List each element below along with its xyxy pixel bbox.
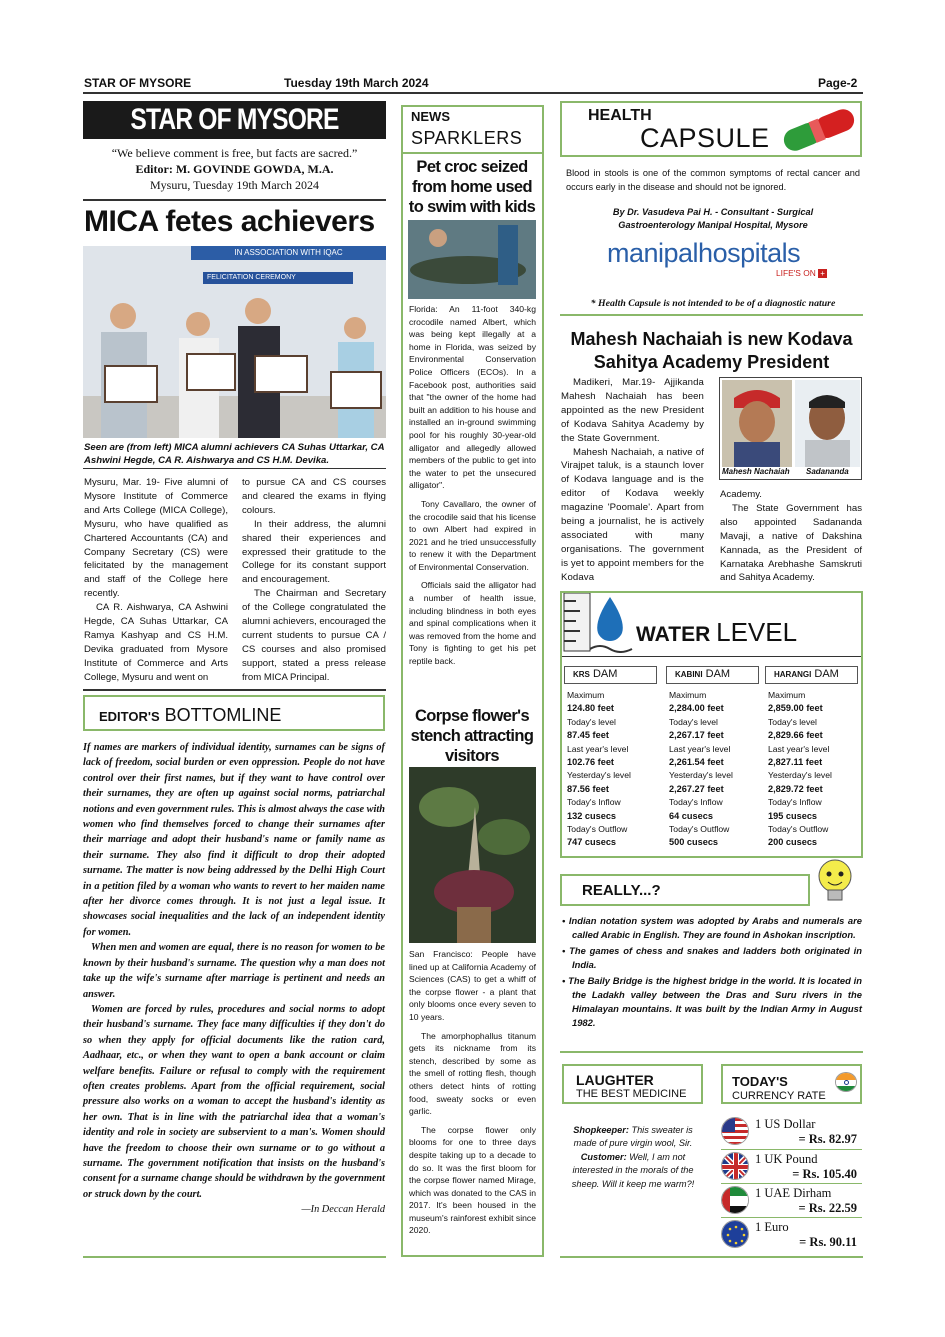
really-label-box (560, 874, 810, 906)
mica-para: CA R. Aishwarya, CA Ashwini Hegde, CA Suhas Uttarkar, CA Ramya Kashyap and CS H.M. Devika graduated from Mysore Institute of Commerce and Arts College, Mysuru and went on (84, 602, 228, 683)
editor-para: Women are forced by rules, procedures and social norms to adopt their husband's surname. They face many difficulties if they don't do so when they apply for official documents like the ration card, Aadhaar, etc., or when they want to open a bank account or claim welfare benefits. Failure or refusal to comply with the requirement often creates problems. Apart from the official requirement, social pressure also works on a woman to accept the husband's identity as her own. That is in line with the patriarchal idea that a woman's identity and role in society are subservient to a man's. Women should have the freedom to choose their own surname or to go without a surname. The government notification that insists on the husband's consent for a surname change should be withdrawn by the government or struck down by the court. (83, 1003, 385, 1200)
kabini-max: 2,284.00 feet (669, 703, 724, 714)
pill-icon (776, 105, 862, 155)
currency-label-box (721, 1064, 862, 1104)
really-list (562, 914, 862, 1030)
currency-label: CURRENCY RATE (732, 1090, 826, 1102)
editor-end-rule (83, 1256, 386, 1258)
laughter-label-box (562, 1064, 703, 1104)
croc-para: Tony Cavallaro, the owner of the crocodile said that his license to own Albert had expired in 2021 and he tried unsuccessfully to renew it with the Department of Environmental Conservation. (409, 498, 536, 572)
really-end-rule (560, 1051, 863, 1053)
mica-caption-rule (83, 468, 386, 469)
joke-line-2 (570, 1151, 696, 1191)
label-outflow: Today's Outflow (567, 824, 628, 835)
kabini-yest: 2,267.27 feet (669, 783, 724, 794)
label-today: Today's level (768, 716, 817, 727)
label-yest: Yesterday's level (768, 770, 832, 781)
krs-max: 124.80 feet (567, 703, 614, 714)
masthead-motto: “We believe comment is free, but facts are sacred.” (111, 146, 358, 160)
label-max: Maximum (567, 690, 605, 700)
mica-headline: MICA fetes achievers (84, 205, 375, 238)
rate-gbp (755, 1152, 857, 1182)
really-item: • The Baily Bridge is the highest bridge in the world. It is located in the Ladakh valley between the Dras and Suru rivers in the Himalayan mountains. It was built by the Indian Army in August 1982. (562, 975, 863, 1028)
laughter-label-bold: LAUGHTER (576, 1072, 654, 1088)
manipal-tagline (776, 268, 827, 278)
mica-para: In their address, the alumni shared their experiences and expressed their gratitude to the College for its constant support and encouragement. (242, 518, 386, 586)
label-inflow: Today's Inflow (768, 797, 822, 808)
health-text: Blood in stools is one of the common symptoms of rectal cancer and occurs early in the disease and should not be ignored. (566, 168, 860, 192)
kodava-col-1 (561, 376, 704, 585)
croc-para: Officials said the alligator had a number of health issue, including blindness in both eyes and spinal complications when it was removed from the home and Tony is fighting to get his pet reptile back. (409, 580, 536, 667)
paper-name: STAR OF MYSORE (84, 76, 192, 90)
mica-para: to pursue CA and CS courses and cleared the exams in flying colours. (242, 477, 386, 516)
masthead-title: STAR OF MYSORE (130, 103, 339, 136)
editor-body (83, 740, 385, 1218)
news-label: SPARKLERS (411, 128, 523, 148)
page-end-rule (560, 1256, 863, 1258)
joke-speaker-2: Customer: (580, 1151, 627, 1162)
rate-value: = Rs. 105.40 (792, 1167, 857, 1181)
water-label-bold: WATER (636, 623, 711, 646)
corpse-para: The corpse flower only blooms for one to three days despite taking up to a decade to do so. It was the first bloom for the corpse flower named Mirage, which was donated to the CAS in 2017. It's been housed in the museum's rainforest exhibit since 2020. (409, 1124, 536, 1236)
harangi-max: 2,859.00 feet (768, 703, 823, 714)
kabini-tab (666, 666, 759, 684)
manipal-tagline-text: LIFE'S ON (776, 268, 816, 278)
really-item: • Indian notation system was adopted by Arabs and numerals are called Arabic in English. They are found in Ashokan inscription. (562, 915, 862, 940)
label-max: Maximum (669, 690, 707, 700)
header-rule (83, 92, 863, 94)
masthead-dateline: Mysuru, Tuesday 19th March 2024 (149, 178, 319, 192)
health-note: * Health Capsule is not intended to be of a diagnostic nature (590, 298, 836, 309)
joke-speaker-1: Shopkeeper: (573, 1125, 629, 1135)
news-label-bold: NEWS (411, 109, 450, 124)
editor-label-box (83, 695, 385, 731)
manipal-logo: manipalhospitals (607, 238, 801, 268)
really-label: REALLY...? (582, 882, 661, 899)
label-today: Today's level (567, 716, 616, 727)
corpse-headline: Corpse flower's stench attracting visitors (410, 707, 534, 765)
editor-label-bold: EDITOR'S (99, 709, 160, 724)
label-inflow: Today's Inflow (669, 797, 723, 808)
rate-eur (755, 1220, 857, 1250)
krs-last: 102.76 feet (567, 757, 614, 768)
photo-banner-2: FELICITATION CEREMONY (203, 272, 353, 284)
photo-cap-1: Mahesh Nachaiah (722, 467, 790, 476)
croc-body (409, 303, 536, 668)
rate-unit: 1 UAE Dirham (755, 1186, 832, 1200)
kodava-para: Madikeri, Mar.19- Ajjikanda Mahesh Nachaiah has been appointed as the new President of Kodava Sahitya Academy by the State Government. (561, 377, 704, 444)
india-flag-icon (835, 1072, 857, 1092)
water-label-text: LEVEL (716, 617, 798, 647)
joke-text-1: This sweater is made of pure virgin wool, Sir. (573, 1125, 693, 1149)
rate-aed (755, 1186, 857, 1216)
harangi-values (768, 689, 832, 850)
harangi-last: 2,827.11 feet (768, 757, 823, 768)
editor-para: When men and women are equal, there is no reason for women to be known by their husband's surname. The question why a man does not take up the wife's surname after marriage is pertinent and needs an answer. (83, 942, 385, 1000)
kabini-today: 2,267.17 feet (669, 730, 724, 741)
krs-inflow: 132 cusecs (567, 810, 617, 821)
mica-para: The Chairman and Secretary of the College congratulated the alumni achievers, encouraged the current students to pursue CA / CS courses and also promised support, stated a press release from MICA Principal. (242, 588, 386, 683)
label-max: Maximum (768, 690, 806, 700)
really-item: • The games of chess and snakes and ladders both originated in India. (562, 945, 863, 970)
editor-source: —In Deccan Herald (301, 1204, 385, 1216)
photo-mahesh (722, 380, 792, 467)
really-item-text: Indian notation system was adopted by Arabs and numerals are called Arabic in English. They are found in Ashokan inscription. (568, 915, 862, 940)
laughter-label: THE BEST MEDICINE (576, 1088, 687, 1100)
kodava-headline: Mahesh Nachaiah is new Kodava Sahitya Academy President (570, 329, 853, 372)
joke-text-2: Well, I am not interested in the morals of the sheep. Will it keep me warm?! (571, 1151, 695, 1189)
health-byline: By Dr. Vasudeva Pai H. - Consultant - Surgical Gastroenterology Manipal Hospital, Mysore (612, 207, 814, 230)
rate-value: = Rs. 82.97 (798, 1132, 857, 1146)
mica-para: Mysuru, Mar. 19- Five alumni of Mysore Institute of Commerce and Arts College (MICA College), Mysuru, who have qualified as Chartered Accountants (CA) and Company Secretary (CS) were felicitated by the management and staff of the College here recently. (84, 477, 228, 600)
rate-value: = Rs. 22.59 (798, 1201, 857, 1215)
harangi-tag: HARANGI (774, 670, 812, 679)
really-item-text: The Baily Bridge is the highest bridge in the world. It is located in the Ladakh valley between the Dras and Suru rivers in the Himalayan mountains. It was built by the Indian Army in August 1982. (568, 975, 863, 1028)
masthead-rule (83, 199, 386, 201)
harangi-tab (765, 666, 858, 684)
photo-cap-2: Sadananda (806, 467, 849, 476)
rate-unit: 1 Euro (755, 1220, 789, 1234)
health-end-rule (560, 314, 863, 316)
water-label (636, 617, 797, 648)
kabini-name: DAM (705, 668, 731, 680)
kabini-outflow: 500 cusecs (669, 837, 719, 848)
photo-sadananda (795, 380, 860, 467)
kodava-para: Mahesh Nachaiah, a native of Virajpet taluk, is a staunch lover of Kodava language and is the editor of Kodava weekly magazine 'Poomale'. Apart from being a journalist, he is actively associated with many organisations. The government is yet to appoint members for the Kodava (561, 446, 705, 583)
rate-divider (721, 1149, 862, 1150)
mica-photo (83, 246, 386, 438)
mica-end-rule (83, 689, 386, 691)
really-item-text: The games of chess and snakes and ladders both originated in India. (569, 945, 863, 970)
health-label-box (560, 101, 862, 157)
page-number: Page-2 (818, 76, 858, 90)
label-yest: Yesterday's level (567, 770, 631, 781)
kabini-inflow: 64 cusecs (669, 810, 713, 821)
croc-para: Florida: An 11-foot 340-kg crocodile named Albert, which was being kept illegally at a home in Florida, was seized by Environmental Conservation Police Officers (ECOs). In a Facebook post, authorities said that "the owner of the home had built an addition to his house and installed an in-ground swimming pool for his roughly 30-year-old alligator and allegedly allowed members of the public to get into the water to pet the unsecured alligator". (409, 304, 536, 491)
currency-label-bold: TODAY'S (732, 1074, 788, 1089)
corpse-para: San Francisco: People have lined up at California Academy of Sciences (CAS) to get a whiff of the corpse flower - a plant that only blooms once every seven to 10 years. (409, 949, 536, 1022)
kodava-para: The State Government has also appointed Sadananda Mavaji, a native of Dakshina Kannada, as the President of Karnataka Arebhashe Samskruti and Sahitya Academy. (720, 502, 862, 584)
eu-flag-icon (721, 1220, 749, 1248)
krs-tag: KRS (573, 670, 590, 679)
harangi-inflow: 195 cusecs (768, 810, 818, 821)
label-last: Last year's level (567, 743, 629, 754)
label-last: Last year's level (669, 743, 731, 754)
rate-unit: 1 UK Pound (755, 1152, 818, 1166)
mica-col-2 (242, 476, 386, 685)
water-rule (562, 656, 861, 657)
rate-value: = Rs. 90.11 (799, 1235, 857, 1249)
rate-divider (721, 1183, 862, 1184)
kodava-photos (719, 377, 862, 480)
uk-flag-icon (721, 1152, 749, 1180)
laughter-joke (570, 1124, 696, 1191)
croc-headline: Pet croc seized from home used to swim with kids (408, 158, 536, 216)
corpse-photo (409, 767, 536, 943)
rate-unit: 1 US Dollar (755, 1117, 816, 1131)
harangi-name: DAM (814, 668, 839, 680)
news-label-rule (403, 152, 542, 154)
lightbulb-icon (814, 858, 856, 908)
people-figures (83, 246, 386, 438)
corpse-para: The amorphophallus titanum gets its nickname from its stench, described by some as the smell of rotting flesh, though others detect hints of rotting food, sweaty socks or even garlic. (409, 1030, 536, 1117)
kabini-last: 2,261.54 feet (669, 757, 724, 768)
corpse-body (409, 948, 536, 1237)
harangi-yest: 2,829.72 feet (768, 783, 823, 794)
masthead-editor: Editor: M. GOVINDE GOWDA, M.A. (135, 162, 334, 176)
label-inflow: Today's Inflow (567, 797, 621, 808)
photo-banner: IN ASSOCIATION WITH IQAC (191, 246, 386, 260)
rate-usd (755, 1117, 857, 1147)
editor-label: BOTTOMLINE (164, 705, 282, 725)
kabini-values (669, 689, 733, 850)
us-flag-icon (721, 1117, 749, 1145)
croc-photo (408, 220, 536, 299)
krs-values (567, 689, 631, 850)
uae-flag-icon (721, 1186, 749, 1214)
issue-date: Tuesday 19th March 2024 (284, 76, 429, 90)
masthead-banner (83, 101, 386, 139)
health-label-bold: HEALTH (588, 107, 652, 124)
krs-tab (564, 666, 657, 684)
krs-yest: 87.56 feet (567, 783, 609, 794)
krs-name: DAM (592, 668, 618, 680)
label-last: Last year's level (768, 743, 830, 754)
kodava-col-2 (720, 488, 862, 585)
kodava-para: Academy. (720, 489, 762, 500)
kabini-tag: KABINI (675, 670, 703, 679)
water-drop-icon (562, 593, 634, 653)
mica-col-1 (84, 476, 228, 685)
label-today: Today's level (669, 716, 718, 727)
harangi-outflow: 200 cusecs (768, 837, 818, 848)
harangi-today: 2,829.66 feet (768, 730, 823, 741)
krs-today: 87.45 feet (567, 730, 609, 741)
krs-outflow: 747 cusecs (567, 837, 617, 848)
label-outflow: Today's Outflow (669, 824, 730, 835)
label-outflow: Today's Outflow (768, 824, 829, 835)
health-label: CAPSULE (640, 123, 770, 153)
label-yest: Yesterday's level (669, 770, 733, 781)
editor-para: If names are markers of individual identity, surnames can be signs of lack of freedom, social burden or even oppression. People do not have control over their first names, but if they want to have control over their surnames, they are often up against social norms, patriarchal notions and even government rules. This is almost always the case with women who find themselves forced to change their surnames after their marriage and adopt their husband's name or family name as their surname. They also find it difficult to drop their adopted surname. The matter is now being addressed by the Delhi High Court in a petition filed by a woman who wants to revert to her maiden name after her divorce comes through. It is not just a legal issue. It showcases social inequalities and the lack of an independent identity for women. (83, 742, 385, 938)
plus-icon: + (818, 269, 827, 278)
mica-caption: Seen are (from left) MICA alumni achievers CA Suhas Uttarkar, CA Ashwini Hegde, CA R. Aishwarya and CS H.M. Devika. (84, 442, 385, 466)
rate-divider (721, 1217, 862, 1218)
joke-line-1 (570, 1124, 696, 1151)
